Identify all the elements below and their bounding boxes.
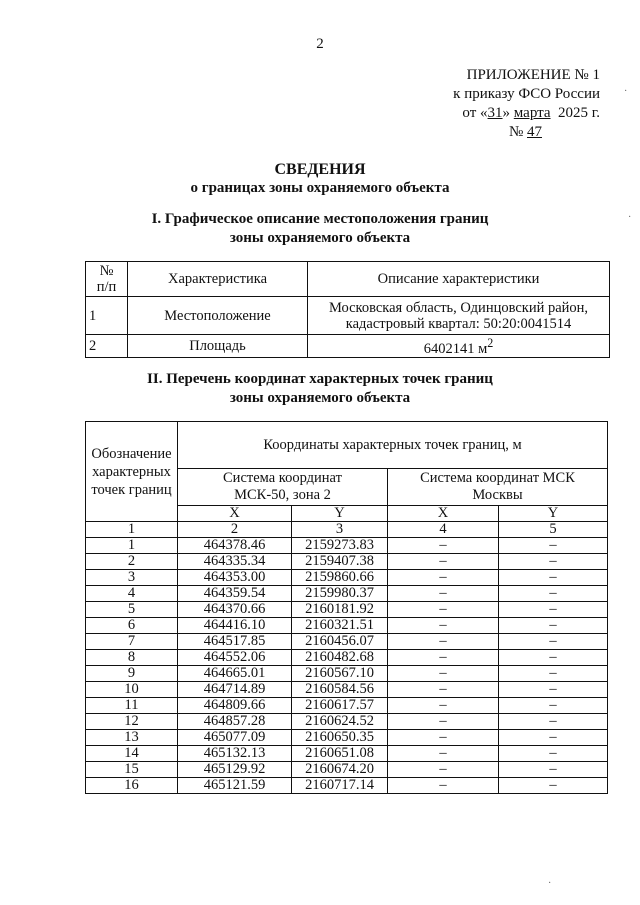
table-row (86, 762, 608, 778)
date-day: 31 (487, 105, 503, 121)
cell-point: 13 (86, 730, 178, 746)
cell-x2: – (388, 762, 499, 778)
cell-y2: – (499, 538, 608, 554)
table-row (86, 262, 610, 297)
coords-header: Координаты характерных точек границ, м (178, 422, 608, 469)
axis-y-header: Y (499, 506, 608, 522)
cell-y: 2160717.14 (292, 778, 388, 794)
axis-x-header: X (388, 506, 499, 522)
cell-x2: – (388, 714, 499, 730)
cell-point: 3 (86, 570, 178, 586)
cell-x: 465129.92 (178, 762, 292, 778)
characteristic-header: Характеристика (128, 262, 308, 297)
table-row (86, 650, 608, 666)
appendix-order: к приказу ФСО России (453, 86, 600, 102)
table-row (86, 538, 608, 554)
cell-point: 12 (86, 714, 178, 730)
cell-x2: – (388, 570, 499, 586)
cell-x2: – (388, 586, 499, 602)
cell-point: 2 (86, 554, 178, 570)
title-sub: о границах зоны охраняемого объекта (190, 180, 450, 196)
date-mid: » (502, 105, 511, 121)
row-num: 2 (86, 335, 128, 358)
cell-x: 464370.66 (178, 602, 292, 618)
cell-y2: – (499, 666, 608, 682)
date-year: 2025 г. (558, 105, 600, 121)
scan-mark: · (548, 878, 552, 889)
table-row (86, 634, 608, 650)
cell-x2: – (388, 682, 499, 698)
row-characteristic: Местоположение (128, 297, 308, 335)
cell-y2: – (499, 730, 608, 746)
cell-x2: – (388, 746, 499, 762)
cell-x: 464714.89 (178, 682, 292, 698)
cell-x2: – (388, 618, 499, 634)
system2-header: Система координат МСК Москвы (388, 469, 608, 506)
cell-point: 16 (86, 778, 178, 794)
order-number: 47 (527, 124, 542, 140)
cell-x: 464517.85 (178, 634, 292, 650)
appendix-title: ПРИЛОЖЕНИЕ № 1 (466, 67, 600, 83)
cell-y2: – (499, 650, 608, 666)
scan-mark: · (628, 212, 632, 223)
table-row (86, 698, 608, 714)
cell-y2: – (499, 746, 608, 762)
col-number: 2 (178, 522, 292, 538)
row-area: 6402141 $м^2$ (308, 335, 610, 358)
table-row (86, 602, 608, 618)
section1-heading-line2: зоны охраняемого объекта (229, 230, 411, 246)
cell-y: 2160584.56 (292, 682, 388, 698)
cell-y: 2160482.68 (292, 650, 388, 666)
page-number: 2 (316, 36, 324, 52)
number-prefix: № (508, 124, 524, 140)
cell-y: 2160321.51 (292, 618, 388, 634)
area-unit-sup: 2 (487, 336, 494, 350)
document-title (0, 160, 640, 198)
axis-x-header: X (178, 506, 292, 522)
date-prefix: от « (462, 105, 488, 121)
col-number: 5 (499, 522, 608, 538)
cell-y: 2160181.92 (292, 602, 388, 618)
cell-x: 464416.10 (178, 618, 292, 634)
section2-heading-line1: II. Перечень координат характерных точек границ (147, 371, 493, 387)
table-row (86, 554, 608, 570)
cell-y2: – (499, 634, 608, 650)
cell-y2: – (499, 618, 608, 634)
cell-x: 465132.13 (178, 746, 292, 762)
cell-x: 464353.00 (178, 570, 292, 586)
table-row (86, 714, 608, 730)
cell-point: 8 (86, 650, 178, 666)
section1-heading-line1: I. Графическое описание местоположения границ (151, 211, 489, 227)
location-table (85, 261, 610, 358)
table-row (86, 666, 608, 682)
cell-x2: – (388, 666, 499, 682)
cell-x2: – (388, 698, 499, 714)
cell-y: 2160650.35 (292, 730, 388, 746)
cell-x2: – (388, 650, 499, 666)
cell-point: 15 (86, 762, 178, 778)
cell-x: 465077.09 (178, 730, 292, 746)
system1-header: Система координат МСК-50, зона 2 (178, 469, 388, 506)
col-number: 1 (86, 522, 178, 538)
cell-point: 6 (86, 618, 178, 634)
cell-point: 11 (86, 698, 178, 714)
cell-y: 2160624.52 (292, 714, 388, 730)
table-row (86, 746, 608, 762)
table-row (86, 297, 610, 335)
appendix-date (400, 104, 600, 123)
cell-y2: – (499, 554, 608, 570)
cell-y: 2159273.83 (292, 538, 388, 554)
section2-heading (0, 370, 640, 408)
cell-x: 464665.01 (178, 666, 292, 682)
cell-x2: – (388, 538, 499, 554)
cell-y2: – (499, 586, 608, 602)
cell-x2: – (388, 554, 499, 570)
cell-x2: – (388, 730, 499, 746)
coordinates-table (85, 421, 608, 794)
cell-x: 464857.28 (178, 714, 292, 730)
coordinate-rows (86, 538, 608, 794)
cell-y2: – (499, 682, 608, 698)
col-number: 4 (388, 522, 499, 538)
cell-y2: – (499, 762, 608, 778)
title-main: СВЕДЕНИЯ (274, 161, 366, 178)
description-header: Описание характеристики (308, 262, 610, 297)
cell-point: 7 (86, 634, 178, 650)
cell-x: 465121.59 (178, 778, 292, 794)
cell-y: 2160674.20 (292, 762, 388, 778)
cell-x2: – (388, 778, 499, 794)
cell-x: 464359.54 (178, 586, 292, 602)
cell-y: 2159980.37 (292, 586, 388, 602)
row-description: Московская область, Одинцовский район, кадастровый квартал: 50:20:0041514 (308, 297, 610, 335)
cell-y: 2160617.57 (292, 698, 388, 714)
cell-x2: – (388, 602, 499, 618)
section2-heading-line2: зоны охраняемого объекта (229, 390, 411, 406)
cell-y: 2159860.66 (292, 570, 388, 586)
table-row (86, 730, 608, 746)
cell-point: 4 (86, 586, 178, 602)
table-row (86, 570, 608, 586)
cell-y: 2160651.08 (292, 746, 388, 762)
cell-point: 10 (86, 682, 178, 698)
cell-point: 1 (86, 538, 178, 554)
cell-y2: – (499, 602, 608, 618)
cell-y2: – (499, 778, 608, 794)
cell-y: 2159407.38 (292, 554, 388, 570)
section1-heading (0, 210, 640, 248)
table-row (86, 778, 608, 794)
table-row (86, 618, 608, 634)
table-row (86, 682, 608, 698)
row-characteristic: Площадь (128, 335, 308, 358)
cell-y2: – (499, 698, 608, 714)
appendix-number (400, 123, 600, 142)
table-row (86, 422, 608, 469)
cell-x: 464809.66 (178, 698, 292, 714)
table-row (86, 335, 610, 358)
num-header: № п/п (86, 262, 128, 297)
date-month: марта (513, 105, 551, 121)
cell-y2: – (499, 714, 608, 730)
cell-y2: – (499, 570, 608, 586)
cell-x: 464335.34 (178, 554, 292, 570)
axis-y-header: Y (292, 506, 388, 522)
col-number: 3 (292, 522, 388, 538)
cell-x2: – (388, 634, 499, 650)
point-header: Обозначение характерных точек границ (86, 422, 178, 522)
appendix-block (400, 66, 600, 142)
cell-point: 5 (86, 602, 178, 618)
cell-point: 9 (86, 666, 178, 682)
cell-point: 14 (86, 746, 178, 762)
scan-mark: · (624, 86, 628, 97)
cell-y: 2160456.07 (292, 634, 388, 650)
cell-y: 2160567.10 (292, 666, 388, 682)
table-row (86, 522, 608, 538)
cell-x: 464378.46 (178, 538, 292, 554)
cell-x: 464552.06 (178, 650, 292, 666)
table-row (86, 586, 608, 602)
row-num: 1 (86, 297, 128, 335)
